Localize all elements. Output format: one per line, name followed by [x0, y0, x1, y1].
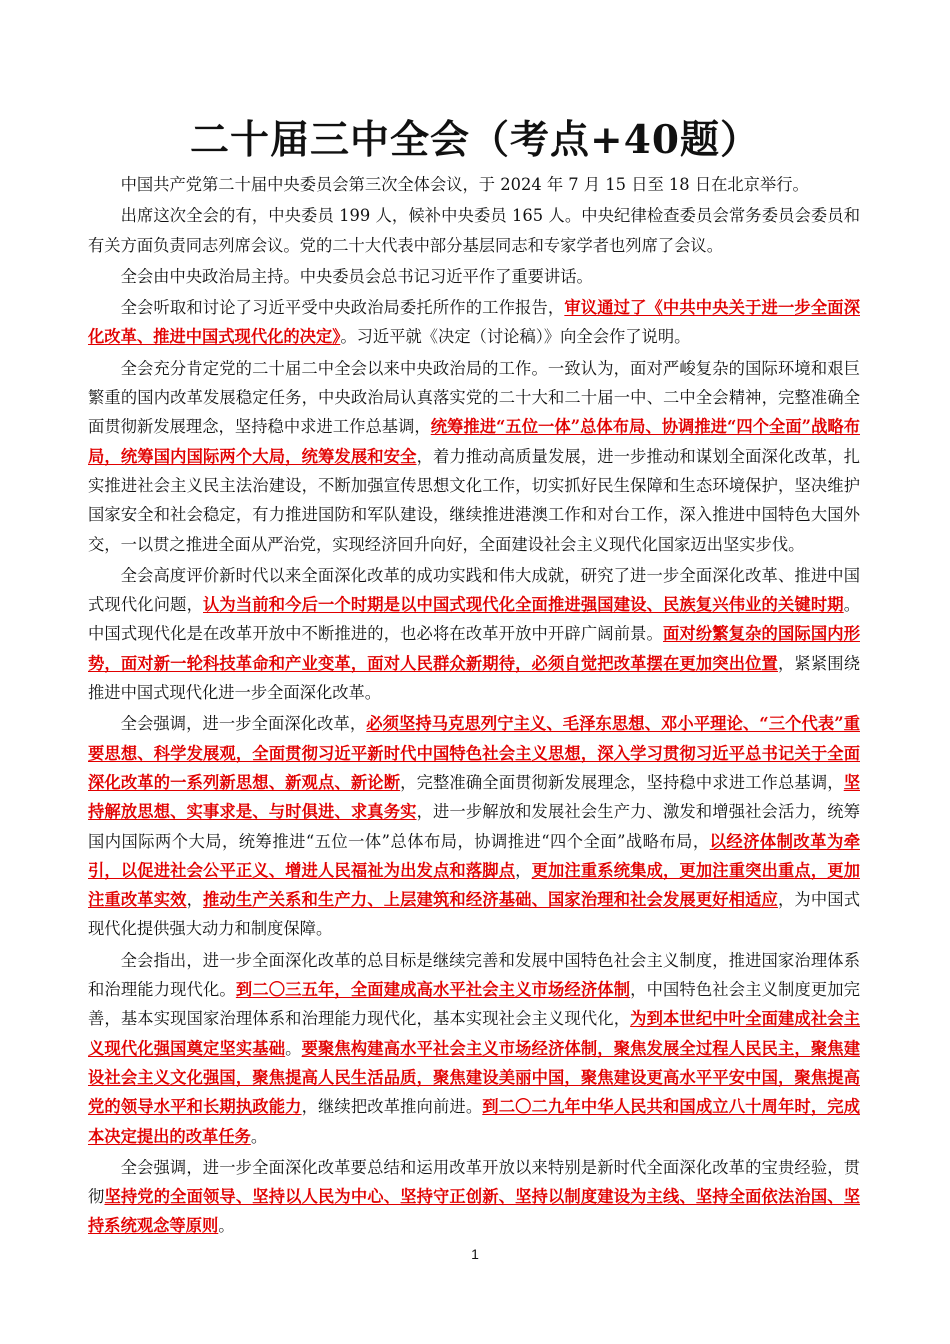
text-segment: ，	[515, 860, 532, 880]
text-segment: ，着力推动高质量发展，进一步推动和谋划全面深化改革，扎实推进社会主义民主法治建设，不断加强宣传思想文化工作，切实抓好民生保障和生态环境保护，坚决维护国家安全和社会稳定，有力推进国防和军队建设，继续推进港澳工作和对台工作，深入推进中国特色大国外交，一以贯之推进全面从严治党，实现经济回升向好，全面建设社会主义现代化国家迈出坚实步伐。	[88, 446, 860, 554]
text-segment: 。	[285, 1038, 302, 1058]
text-segment: 全会充分肯定党的二十届二中全会以来中央政治局的工作。一致认为，面对严峻复杂的国际环境和艰巨繁重的国内改革发展稳定任务，中央政治局认真落实党的二十大和二十届一中、二中全会精神，完整准确全面贯彻新发展理念，坚持稳中求进工作总基调，	[88, 358, 860, 437]
document-body	[88, 170, 860, 1243]
text-segment: ，为中国式现代化提供强大动力和制度保障。	[88, 890, 860, 939]
text-segment: ，进一步解放和发展社会生产力、激发和增强社会活力，统筹国内国际两个大局，统筹推进“五位一体”总体布局，协调推进“四个全面”战略布局，	[88, 802, 860, 851]
text-segment: ，完整准确全面贯彻新发展理念，坚持稳中求进工作总基调，	[400, 772, 844, 792]
highlighted-text: 为到本世纪中叶全面建成社会主义现代化强国奠定坚实基础	[88, 1009, 860, 1058]
text-segment: ，	[186, 890, 204, 910]
highlighted-text: 更加注重系统集成，更加注重突出重点，更加注重改革实效	[88, 860, 860, 910]
paragraph	[88, 709, 860, 943]
paragraph	[88, 946, 860, 1151]
text-segment: 。习近平就《决定（讨论稿）》向全会作了说明。	[340, 327, 691, 347]
text-segment: 全会听取和讨论了习近平受中央政治局委托所作的工作报告，	[120, 298, 565, 318]
highlighted-text: 必须坚持马克思列宁主义、毛泽东思想、邓小平理论、“三个代表”重要思想、科学发展观，全面贯彻习近平新时代中国特色社会主义思想，深入学习贯彻习近平总书记关于全面深化改革的一系列新思想、新观点、新论断	[88, 714, 860, 792]
paragraph	[88, 1153, 860, 1241]
highlighted-text: 认为当前和今后一个时期是以中国式现代化全面推进强国建设、民族复兴伟业的关键时期	[203, 595, 844, 615]
page-title: 二十届三中全会（考点+40题）	[190, 117, 760, 163]
text-segment: 全会由中央政治局主持。中央委员会总书记习近平作了重要讲话。	[120, 266, 593, 286]
highlighted-text: 审议通过了《中共中央关于进一步全面深化改革、推进中国式现代化的决定》	[88, 298, 860, 347]
highlighted-text: 推动生产关系和生产力、上层建筑和经济基础、国家治理和社会发展更好相适应	[203, 890, 778, 910]
text-segment: 。	[218, 1216, 235, 1236]
highlighted-text: 到二〇二九年中华人民共和国成立八十周年时，完成本决定提出的改革任务	[88, 1097, 860, 1146]
text-segment: 。中国式现代化是在改革开放中不断推进的，也必将在改革开放中开辟广阔前景。	[88, 595, 860, 644]
paragraph	[88, 561, 860, 707]
highlighted-text: 统筹推进“五位一体”总体布局、协调推进“四个全面”战略布局，统筹国内国际两个大局，统筹发展和安全	[88, 417, 860, 466]
text-segment: ，紧紧围绕推进中国式现代化进一步全面深化改革。	[88, 653, 860, 703]
paragraph	[88, 293, 860, 352]
page-number: 1	[471, 1246, 479, 1262]
highlighted-text: 要聚焦构建高水平社会主义市场经济体制，聚焦发展全过程人民民主，聚焦建设社会主义文化强国，聚焦提高人民生活品质，聚焦建设美丽中国，聚焦建设更高水平平安中国，聚焦提高党的领导水平和长期执政能力	[88, 1038, 860, 1117]
text-segment: 。	[250, 1126, 268, 1146]
text-segment: 全会强调，进一步全面深化改革，	[120, 714, 367, 734]
text-segment: 出席这次全会的有，中央委员 199 人，候补中央委员 165 人。中央纪律检查委员会常务委员会委员和有关方面负责同志列席会议。党的二十大代表中部分基层同志和专家学者也列席了会议。	[88, 206, 860, 255]
text-segment: 中国共产党第二十届中央委员会第三次全体会议，于 2024 年 7 月 15 日至 18 日在北京举行。	[120, 175, 809, 194]
text-segment: ，中国特色社会主义制度更加完善，基本实现国家治理体系和治理能力现代化，基本实现社会主义现代化，	[88, 980, 860, 1029]
highlighted-text: 到二〇三五年，全面建成高水平社会主义市场经济体制	[235, 980, 631, 1000]
paragraph	[88, 354, 860, 559]
paragraph	[88, 170, 860, 199]
text-segment: ，继续把改革推向前进。	[301, 1097, 483, 1117]
paragraph	[88, 201, 860, 260]
highlighted-text: 坚持解放思想、实事求是、与时俱进、求真务实	[88, 772, 860, 822]
paragraph	[88, 262, 860, 291]
highlighted-text: 面对纷繁复杂的国际国内形势，面对新一轮科技革命和产业变革，面对人民群众新期待，必须自觉把改革摆在更加突出位置	[88, 624, 860, 673]
highlighted-text: 坚持党的全面领导、坚持以人民为中心、坚持守正创新、坚持以制度建设为主线、坚持全面依法治国、坚持系统观念等原则	[88, 1187, 860, 1236]
highlighted-text: 以经济体制改革为牵引，以促进社会公平正义、增进人民福祉为出发点和落脚点	[88, 831, 860, 880]
text-segment: 全会指出，进一步全面深化改革的总目标是继续完善和发展中国特色社会主义制度，推进国家治理体系和治理能力现代化。	[88, 950, 860, 1000]
text-segment: 全会强调，进一步全面深化改革要总结和运用改革开放以来特别是新时代全面深化改革的宝贵经验，贯彻	[88, 1157, 860, 1207]
text-segment: 全会高度评价新时代以来全面深化改革的成功实践和伟大成就，研究了进一步全面深化改革、推进中国式现代化问题，	[88, 565, 860, 615]
